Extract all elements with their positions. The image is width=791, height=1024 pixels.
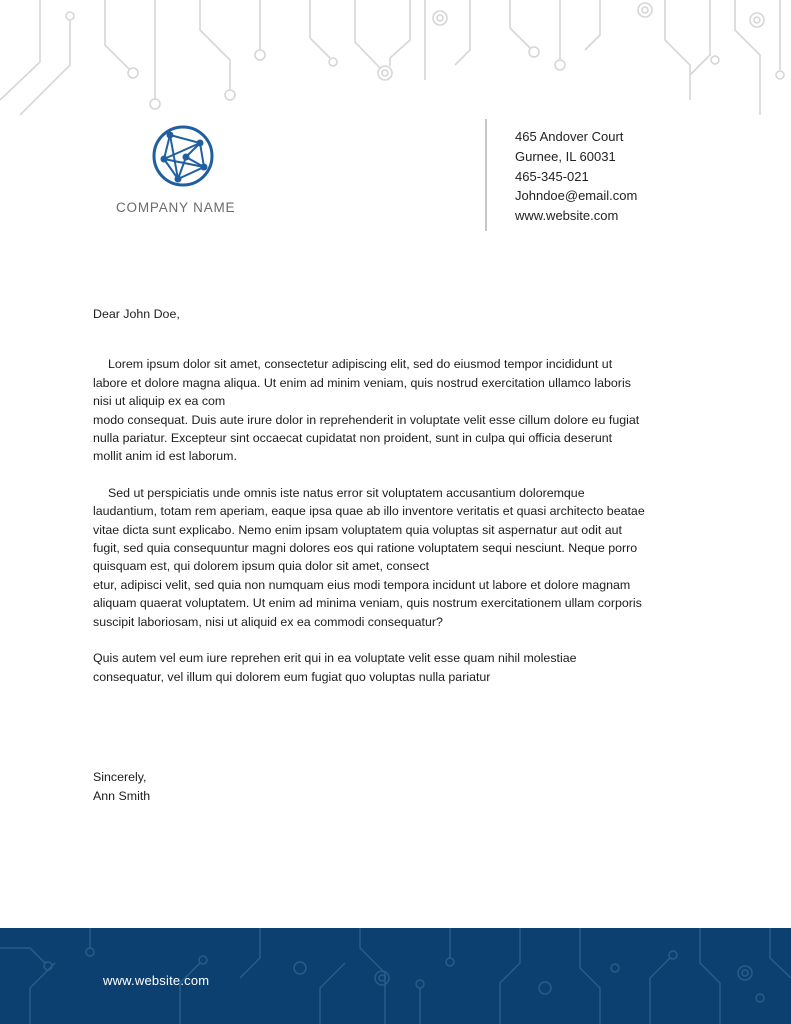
letter-paragraph-2: Sed ut perspiciatis unde omnis iste natus error sit voluptatem accusantium doloremque laudantium, totam rem aperiam, eaque ipsa quae ab illo inventore veritatis et quasi architecto beatae vitae dicta sunt explicabo. Nemo enim ipsam voluptatem quia voluptas sit aspernatur aut odit aut fugit, sed quia consequuntur magni dolores eos qui ratione voluptatem sequi nesciunt. Neque porro quisquam est, qui dolorem ipsum quia dolor sit amet, consect etur, adipisci velit, sed quia non numquam eius modi tempora incidunt ut labore et dolore magnam aliquam quaerat voluptatem. Ut enim ad minima veniam, quis nostrum exercitationem ullam corporis suscipit laboriosam, nisi ut aliquid ex ea commodi consequatur? (93, 485, 645, 629)
footer-website-link[interactable]: www.website.com (103, 973, 210, 988)
address-phone: 465-345-021 (515, 168, 589, 184)
letter-paragraph-3: Quis autem vel eum iure reprehen erit qui in ea voluptate velit esse quam nihil molestiae consequatur, vel illum qui dolorem eum fugiat quo voluptas nulla pariatur (93, 651, 577, 684)
letter-paragraph-1: Lorem ipsum dolor sit amet, consectetur adipiscing elit, sed do eiusmod tempor incididunt ut labore et dolore magna aliqua. Ut enim ad minim veniam, quis nostrud exercitation ullamco laboris nisi ut aliquip ex ea com modo consequat. Duis aute irure dolor in reprehenderit in voluptate velit esse cillum dolore eu fugiat nulla pariatur. Excepteur sint occaecat cupidatat non proident, sunt in culpa qui officia deserunt mollit anim id est laborum. (93, 357, 640, 464)
letter-body (93, 305, 713, 704)
letter-signoff (93, 768, 150, 806)
address-email[interactable]: Johndoe@email.com (515, 188, 638, 204)
letter-signature: Ann Smith (93, 789, 151, 803)
letter-closing: Sincerely, (93, 770, 147, 784)
address-city: Gurnee, IL 60031 (515, 148, 616, 164)
address-street: 465 Andover Court (515, 129, 624, 144)
company-name: COMPANY NAME (116, 200, 236, 215)
globe-network-icon (150, 123, 216, 189)
footer-band (0, 928, 791, 1024)
address-website[interactable]: www.website.com (515, 208, 619, 224)
header-circuit-decoration (0, 0, 791, 115)
letter-greeting: Dear John Doe, (93, 307, 180, 321)
sender-address-block (515, 127, 637, 226)
header-divider (485, 119, 487, 231)
